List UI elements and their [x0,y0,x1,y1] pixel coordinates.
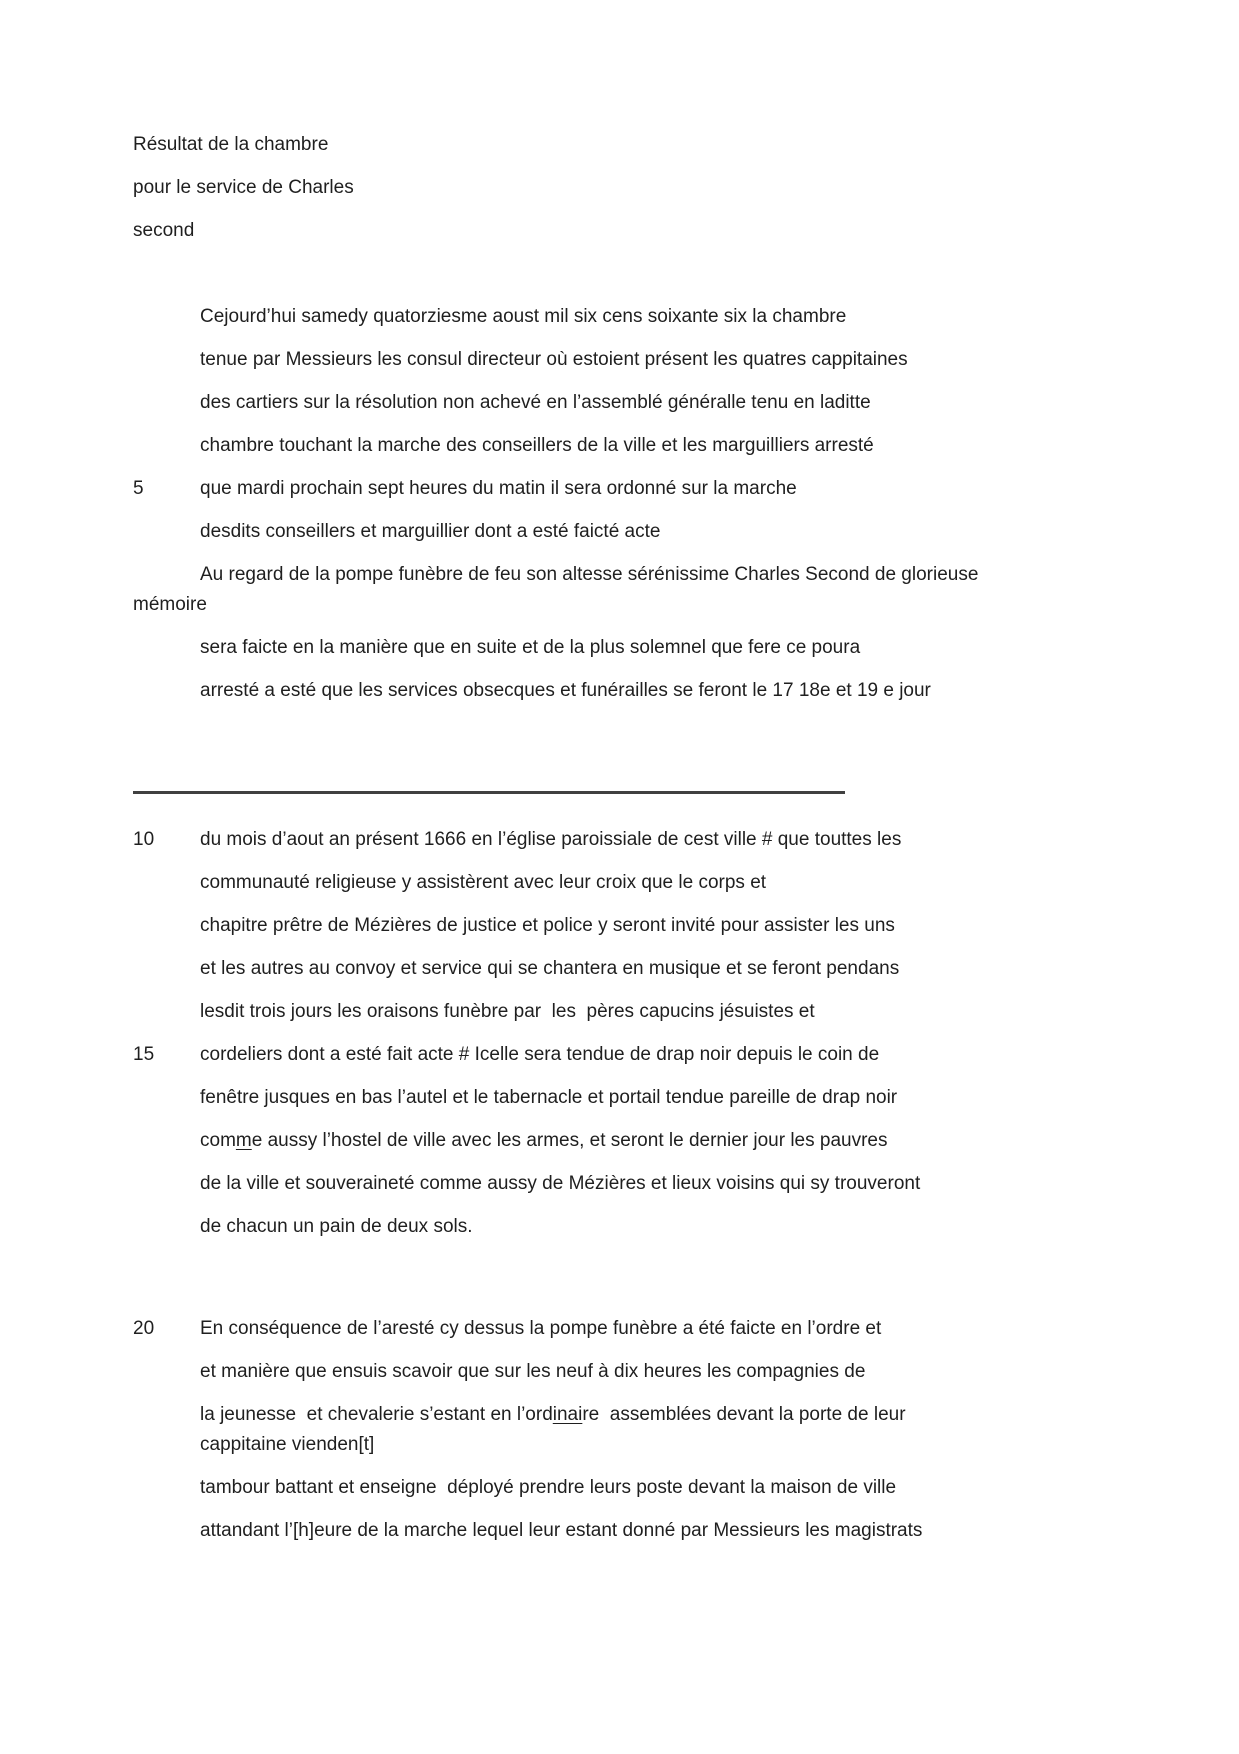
line-text: attandant l’[h]eure de la marche lequel leur estant donné par Messieurs les magistrats [200,1520,923,1541]
document-line [0,1403,1239,1426]
line-text: comme aussy l’hostel de ville avec les armes, et seront le dernier jour les pauvres [200,1130,888,1151]
line-text: que mardi prochain sept heures du matin il sera ordonné sur la marche [200,478,797,499]
document-line [0,1086,1239,1109]
line-text: de chacun un pain de deux sols. [200,1216,473,1237]
document-lines [0,305,1239,1562]
line-text: la jeunesse et chevalerie s’estant en l’ordinaire assemblées devant la porte de leur [200,1404,906,1425]
document-line [0,1317,1239,1340]
document-line [0,1433,1239,1456]
document-line [0,1519,1239,1542]
document-line [0,1172,1239,1195]
line-text: lesdit trois jours les oraisons funèbre par les pères capucins jésuistes et [200,1001,815,1022]
title-line-1: Résultat de la chambre [133,134,329,155]
line-number: 10 [133,829,155,850]
document-line [0,593,1239,616]
document-line [0,1476,1239,1499]
document-title-block [133,133,354,262]
document-line [0,636,1239,659]
line-text: Au regard de la pompe funèbre de feu son altesse sérénissime Charles Second de glorieuse [200,564,979,585]
line-text: sera faicte en la manière que en suite et de la plus solemnel que fere ce poura [200,637,861,658]
line-text: des cartiers sur la résolution non achevé en l’assemblé généralle tenu en laditte [200,392,871,413]
line-text: desdits conseillers et marguillier dont a esté faicté acte [200,521,661,542]
line-text: du mois d’aout an présent 1666 en l’église paroissiale de cest ville # que touttes les [200,829,902,850]
line-number: 15 [133,1044,155,1065]
document-line [0,305,1239,328]
document-line [0,871,1239,894]
line-text: tenue par Messieurs les consul directeur où estoient présent les quatres cappitaines [200,349,908,370]
document-line [0,1360,1239,1383]
line-text: mémoire [133,594,207,615]
line-text: chapitre prêtre de Mézières de justice et police y seront invité pour assister les uns [200,915,895,936]
document-line [0,679,1239,702]
document-line [0,563,1239,586]
line-text: tambour battant et enseigne déployé prendre leurs poste devant la maison de ville [200,1477,897,1498]
line-text: Cejourd’hui samedy quatorziesme aoust mil six cens soixante six la chambre [200,306,847,327]
document-line [0,828,1239,851]
document-line [0,1129,1239,1152]
line-text: arresté a esté que les services obsecques et funérailles se feront le 17 18e et 19 e jour [200,680,931,701]
document-line [0,1043,1239,1066]
document-line [0,477,1239,500]
line-text: fenêtre jusques en bas l’autel et le tabernacle et portail tendue pareille de drap noir [200,1087,898,1108]
line-text: et les autres au convoy et service qui se chantera en musique et se feront pendans [200,958,900,979]
line-text: de la ville et souveraineté comme aussy de Mézières et lieux voisins qui sy trouveront [200,1173,921,1194]
document-line [0,434,1239,457]
line-text: cordeliers dont a esté fait acte # Icelle sera tendue de drap noir depuis le coin de [200,1044,880,1065]
line-text: communauté religieuse y assistèrent avec leur croix que le corps et [200,872,767,893]
document-line [0,1215,1239,1238]
title-line-2: pour le service de Charles [133,177,354,198]
line-text: et manière que ensuis scavoir que sur les neuf à dix heures les compagnies de [200,1361,866,1382]
document-line [0,957,1239,980]
document-line [0,520,1239,543]
line-text: En conséquence de l’aresté cy dessus la pompe funèbre a été faicte en l’ordre et [200,1318,882,1339]
line-text: cappitaine vienden[t] [200,1434,375,1455]
document-line [0,348,1239,371]
document-line [0,914,1239,937]
document-line [0,391,1239,414]
document-line [0,1000,1239,1023]
line-number: 5 [133,478,144,499]
title-line-3: second [133,220,195,241]
line-number: 20 [133,1318,155,1339]
line-text: chambre touchant la marche des conseillers de la ville et les marguilliers arresté [200,435,874,456]
section-divider-rule [133,791,845,794]
